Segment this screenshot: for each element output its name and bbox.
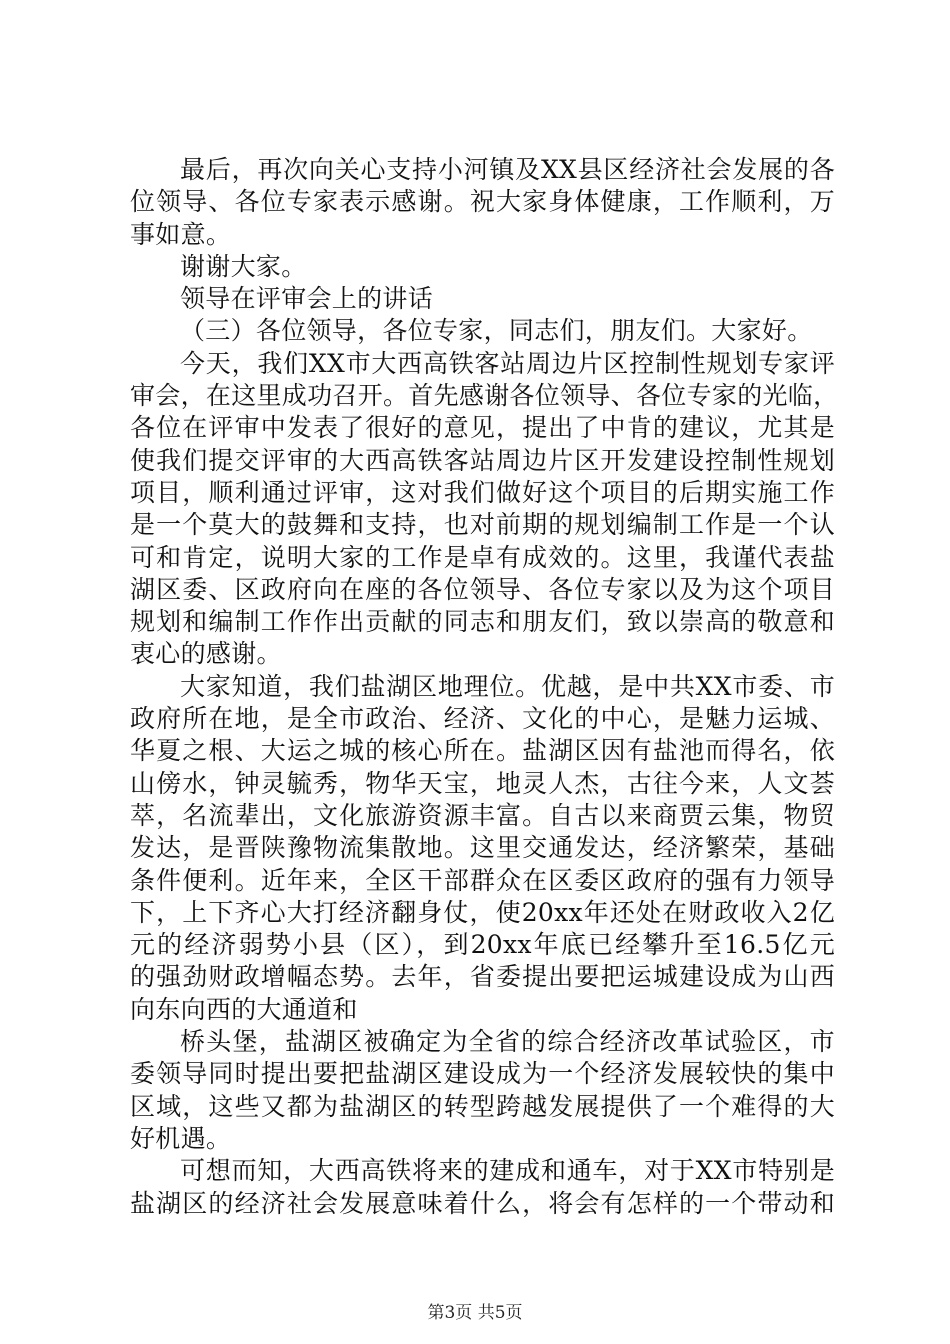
page-footer: 第3页 共5页 xyxy=(427,1303,523,1323)
text-line: 今天，我们XX市大西高铁客站周边片区控制性规划专家评 xyxy=(180,348,835,378)
text-line: 大家知道，我们盐湖区地理位。优越，是中共XX市委、市 xyxy=(180,671,835,701)
text-line: 衷心的感谢。 xyxy=(130,639,282,669)
text-line: 委领导同时提出要把盐湖区建设成为一个经济发展较快的集中 xyxy=(130,1059,835,1089)
text-line: 华夏之根、大运之城的核心所在。盐湖区因有盐池而得名，依 xyxy=(130,736,835,766)
document-body xyxy=(130,154,839,1220)
text-line: 好机遇。 xyxy=(130,1123,232,1153)
text-line: 规划和编制工作作出贡献的同志和朋友们，致以崇高的敬意和 xyxy=(130,607,835,637)
text-line: 谢谢大家。 xyxy=(180,251,307,281)
text-line: 事如意。 xyxy=(130,219,232,249)
text-line: 区域，这些又都为盐湖区的转型跨越发展提供了一个难得的大 xyxy=(130,1091,835,1121)
text-line: 条件便利。近年来，全区干部群众在区委区政府的强有力领导 xyxy=(130,865,835,895)
text-line: 的强劲财政增幅态势。去年，省委提出要把运城建设成为山西 xyxy=(130,962,835,992)
text-line: 项目，顺利通过评审，这对我们做好这个项目的后期实施工作 xyxy=(130,477,835,507)
text-line: 可和肯定，说明大家的工作是卓有成效的。这里，我谨代表盐 xyxy=(130,542,835,572)
text-line: 山傍水，钟灵毓秀，物华天宝，地灵人杰，古往今来，人文荟 xyxy=(130,768,835,798)
text-line: 元的经济弱势小县（区），到20xx年底已经攀升至16.5亿元 xyxy=(130,930,835,960)
text-line: 湖区委、区政府向在座的各位领导、各位专家以及为这个项目 xyxy=(130,574,835,604)
text-line: 可想而知，大西高铁将来的建成和通车，对于XX市特别是 xyxy=(180,1156,835,1186)
text-line: 使我们提交评审的大西高铁客站周边片区开发建设控制性规划 xyxy=(130,445,835,475)
text-line: 萃，名流辈出，文化旅游资源丰富。自古以来商贾云集，物贸 xyxy=(130,800,835,830)
text-line: 审会，在这里成功召开。首先感谢各位领导、各位专家的光临， xyxy=(130,381,839,411)
text-line: 最后，再次向关心支持小河镇及XX县区经济社会发展的各 xyxy=(180,155,835,184)
text-line: 盐湖区的经济社会发展意味着什么，将会有怎样的一个带动和 xyxy=(130,1188,835,1218)
text-line: 政府所在地，是全市政治、经济、文化的中心，是魅力运城、 xyxy=(130,704,835,734)
text-line: 向东向西的大通道和 xyxy=(130,994,358,1024)
text-line: （三）各位领导，各位专家，同志们，朋友们。大家好。 xyxy=(180,316,813,346)
text-line: 桥头堡，盐湖区被确定为全省的综合经济改革试验区，市 xyxy=(180,1027,835,1057)
text-line: 发达，是晋陕豫物流集散地。这里交通发达，经济繁荣，基础 xyxy=(130,833,835,863)
text-line: 是一个莫大的鼓舞和支持，也对前期的规划编制工作是一个认 xyxy=(130,510,835,540)
text-line: 位领导、各位专家表示感谢。祝大家身体健康，工作顺利，万 xyxy=(130,187,835,217)
text-line: 领导在评审会上的讲话 xyxy=(180,284,434,314)
text-line: 各位在评审中发表了很好的意见，提出了中肯的建议，尤其是 xyxy=(130,413,835,443)
text-line: 下，上下齐心大打经济翻身仗，使20xx年还处在财政收入2亿 xyxy=(130,897,835,927)
